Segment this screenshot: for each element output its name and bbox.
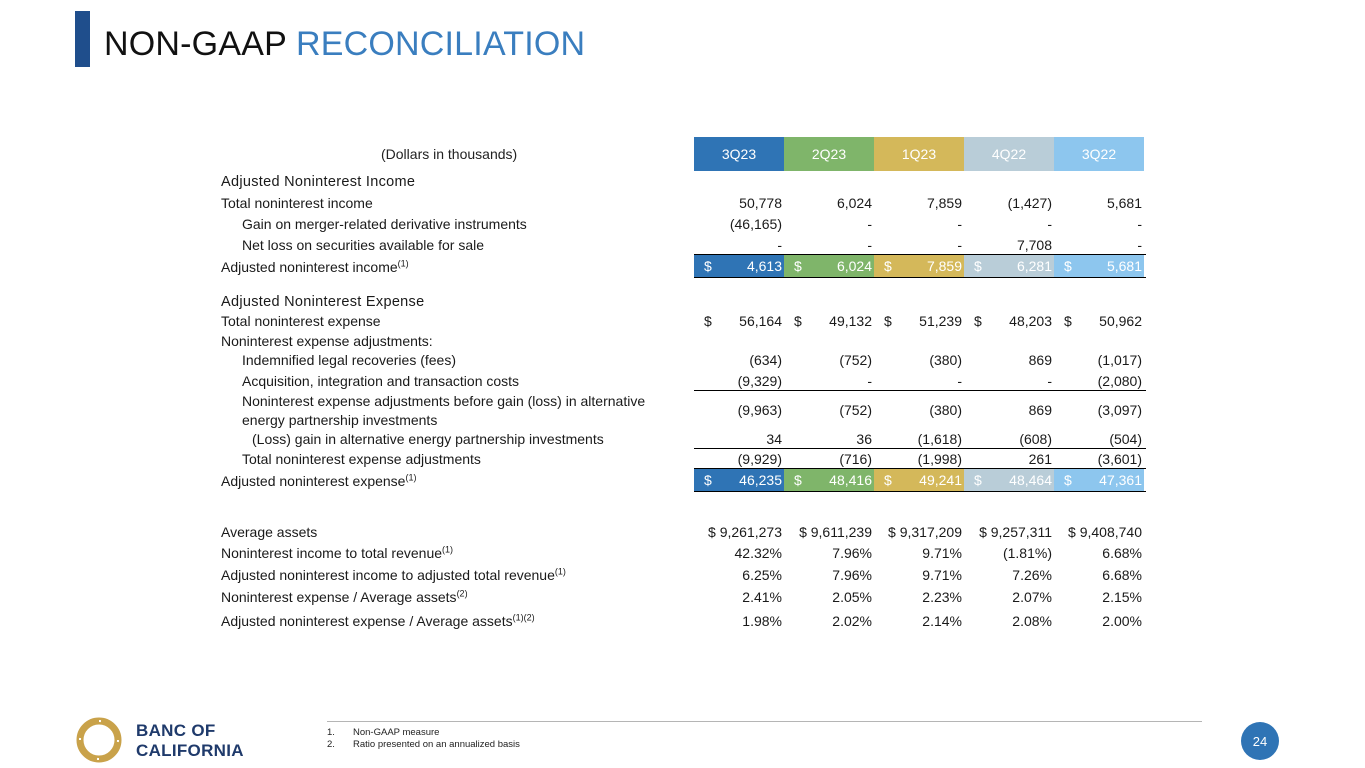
cell-1q23 <box>874 449 964 469</box>
cell-value: 51,239 <box>919 313 962 329</box>
cell-4q22 <box>964 255 1054 277</box>
cell-3q22 <box>1054 522 1144 542</box>
currency-symbol: $ <box>1064 258 1072 274</box>
cell-3q22 <box>1054 565 1144 585</box>
cell-value: 2.02% <box>832 613 872 629</box>
cell-value: 2.23% <box>922 589 962 605</box>
cell-value: 7,708 <box>1016 237 1052 253</box>
cell-1q23 <box>874 311 964 331</box>
cell-2q23 <box>784 587 874 607</box>
currency-symbol: $ <box>1064 313 1072 329</box>
table-row: Gain on merger-related derivative instruments (46,165) - - - - <box>242 216 1142 232</box>
cell-4q22 <box>964 449 1054 469</box>
cell-value: - <box>957 216 962 232</box>
cell-value: $ 9,261,273 <box>708 524 782 540</box>
cell-value: 6.68% <box>1102 545 1142 561</box>
cell-3q23 <box>694 371 784 391</box>
cell-3q22 <box>1054 193 1144 213</box>
cell-3q22 <box>1054 587 1144 607</box>
cell-value: 7.96% <box>832 567 872 583</box>
table-row-highlight: Adjusted noninterest income$^{(1)}$ $ 4,613 $ 6,024 $ 7,859 $ 6,281 $ 5,681 <box>0 255 1365 277</box>
footer-divider <box>327 721 1202 722</box>
cell-value: (1,427) <box>1007 195 1052 211</box>
cell-value: 9.71% <box>922 545 962 561</box>
cell-3q22 <box>1054 429 1144 449</box>
currency-symbol: $ <box>794 258 802 274</box>
cell-2q23 <box>784 235 874 255</box>
currency-symbol: $ <box>974 472 982 488</box>
cell-value: (46,165) <box>729 216 782 232</box>
cell-value: (380) <box>929 402 962 418</box>
cell-3q23 <box>694 522 784 542</box>
cell-1q23 <box>874 565 964 585</box>
bank-logo-wordmark: BANC OF CALIFORNIA <box>136 721 244 760</box>
cell-4q22 <box>964 429 1054 449</box>
cell-value: $ 9,317,209 <box>888 524 962 540</box>
cell-3q22 <box>1054 235 1144 255</box>
cell-1q23 <box>874 522 964 542</box>
cell-1q23 <box>874 350 964 370</box>
cell-value: 42.32% <box>734 545 782 561</box>
cell-value: (3,097) <box>1097 402 1142 418</box>
cell-value: - <box>1047 373 1052 389</box>
title-part2: RECONCILIATION <box>296 25 586 63</box>
cell-value: (608) <box>1019 431 1052 447</box>
table-row: energy partnership investments <box>242 412 438 428</box>
currency-symbol: $ <box>1064 472 1072 488</box>
table-row: Total noninterest expense adjustments (9,929) (716) (1,998) 261 (3,601) <box>242 451 1142 467</box>
cell-3q23 <box>694 235 784 255</box>
cell-2q23 <box>784 193 874 213</box>
cell-value: 49,132 <box>829 313 872 329</box>
cell-value: 4,613 <box>746 258 782 274</box>
cell-value: (1,618) <box>917 431 962 447</box>
cell-1q23 <box>874 429 964 449</box>
cell-2q23 <box>784 371 874 391</box>
column-header-4q22: 4Q22 <box>964 137 1054 171</box>
cell-3q22 <box>1054 611 1144 631</box>
cell-4q22 <box>964 565 1054 585</box>
table-rule <box>694 491 1146 492</box>
table-row: Total noninterest income 50,778 6,024 7,859 (1,427) 5,681 <box>221 195 1142 211</box>
cell-value: 6.68% <box>1102 567 1142 583</box>
title-accent-bar <box>75 11 90 67</box>
cell-3q22 <box>1054 214 1144 234</box>
table-row: Adjusted noninterest income to adjusted total revenue$^{(1)}$ 6.25% 7.96% 9.71% 7.26% 6.68% <box>221 566 1142 583</box>
column-header-3q23: 3Q23 <box>694 137 784 171</box>
cell-3q22 <box>1054 350 1144 370</box>
cell-2q23 <box>784 611 874 631</box>
cell-value: 6,281 <box>1016 258 1052 274</box>
cell-value: 2.15% <box>1102 589 1142 605</box>
cell-3q23 <box>694 193 784 213</box>
table-row: Noninterest expense adjustments before gain (loss) in alternative <box>242 393 646 409</box>
cell-value: 7,859 <box>926 258 962 274</box>
cell-4q22 <box>964 543 1054 563</box>
cell-value: 261 <box>1028 451 1052 467</box>
section-heading-expense: Adjusted Noninterest Expense <box>221 294 425 310</box>
currency-symbol: $ <box>974 258 982 274</box>
cell-3q22 <box>1054 255 1144 277</box>
table-row: Noninterest income to total revenue$^{(1)}$ 42.32% 7.96% 9.71% (1.81%) 6.68% <box>221 544 1142 561</box>
cell-value: 46,235 <box>739 472 782 488</box>
cell-value: - <box>1047 216 1052 232</box>
table-row: Acquisition, integration and transaction costs (9,329) - - - (2,080) <box>242 373 1142 389</box>
cell-value: 50,962 <box>1099 313 1142 329</box>
unit-label: (Dollars in thousands) <box>381 146 518 162</box>
cell-value: 34 <box>766 431 782 447</box>
cell-value: (716) <box>839 451 872 467</box>
cell-value: 49,241 <box>919 472 962 488</box>
cell-3q22 <box>1054 311 1144 331</box>
cell-value: 50,778 <box>739 195 782 211</box>
cell-value: 6.25% <box>742 567 782 583</box>
cell-3q23 <box>694 543 784 563</box>
cell-4q22 <box>964 522 1054 542</box>
cell-value: 869 <box>1028 402 1052 418</box>
currency-symbol: $ <box>884 313 892 329</box>
cell-value: 48,416 <box>829 472 872 488</box>
currency-symbol: $ <box>974 313 982 329</box>
cell-value: - <box>957 373 962 389</box>
cell-1q23 <box>874 214 964 234</box>
table-row: Average assets $ 9,261,273 $ 9,611,239 $ 9,317,209 $ 9,257,311 $ 9,408,740 <box>221 524 1142 540</box>
cell-value: 869 <box>1028 352 1052 368</box>
cell-4q22 <box>964 311 1054 331</box>
cell-3q23 <box>694 565 784 585</box>
table-row: Total noninterest expense $ 56,164 $ 49,132 $ 51,239 $ 48,203 $ 50,962 <box>221 313 1142 329</box>
table-row: Net loss on securities available for sale - - - 7,708 - <box>242 237 1142 253</box>
cell-value: 7.96% <box>832 545 872 561</box>
cell-value: 5,681 <box>1106 258 1142 274</box>
cell-3q22 <box>1054 543 1144 563</box>
cell-value: 2.05% <box>832 589 872 605</box>
cell-value: 2.00% <box>1102 613 1142 629</box>
cell-4q22 <box>964 235 1054 255</box>
cell-value: (504) <box>1109 431 1142 447</box>
cell-1q23 <box>874 235 964 255</box>
currency-symbol: $ <box>704 313 712 329</box>
cell-1q23 <box>874 255 964 277</box>
cell-2q23 <box>784 543 874 563</box>
cell-value: (3,601) <box>1097 451 1142 467</box>
cell-value: (2,080) <box>1097 373 1142 389</box>
table-row: Adjusted noninterest expense / Average assets$^{(1)(2)}$ 1.98% 2.02% 2.14% 2.08% 2.00% <box>221 612 1142 629</box>
cell-3q22 <box>1054 371 1144 391</box>
column-header-2q23: 2Q23 <box>784 137 874 171</box>
cell-value: 2.07% <box>1012 589 1052 605</box>
cell-value: - <box>1137 216 1142 232</box>
cell-1q23 <box>874 193 964 213</box>
cell-2q23 <box>784 214 874 234</box>
cell-value: $ 9,408,740 <box>1068 524 1142 540</box>
cell-value: 1.98% <box>742 613 782 629</box>
cell-value: - <box>867 216 872 232</box>
page-title <box>104 24 585 64</box>
cell-value: (380) <box>929 352 962 368</box>
cell-1q23 <box>874 611 964 631</box>
cell-2q23 <box>784 350 874 370</box>
cell-value: 9.71% <box>922 567 962 583</box>
cell-1q23 <box>874 543 964 563</box>
cell-value: 5,681 <box>1106 195 1142 211</box>
title-part1: NON-GAAP <box>104 25 287 63</box>
cell-value: (1.81%) <box>1002 545 1052 561</box>
table-row: Indemnified legal recoveries (fees) (634) (752) (380) 869 (1,017) <box>242 352 1142 368</box>
currency-symbol: $ <box>704 472 712 488</box>
cell-value: 47,361 <box>1099 472 1142 488</box>
cell-value: 7.26% <box>1012 567 1052 583</box>
cell-3q23 <box>694 587 784 607</box>
cell-3q22 <box>1054 449 1144 469</box>
cell-value: - <box>867 373 872 389</box>
cell-3q23 <box>694 611 784 631</box>
cell-2q23 <box>784 429 874 449</box>
cell-3q23 <box>694 449 784 469</box>
cell-value: 36 <box>856 431 872 447</box>
cell-2q23 <box>784 311 874 331</box>
cell-3q23 <box>694 255 784 277</box>
cell-value: (752) <box>839 402 872 418</box>
cell-value: (1,017) <box>1097 352 1142 368</box>
cell-4q22 <box>964 371 1054 391</box>
cell-value: (634) <box>749 352 782 368</box>
cell-4q22 <box>964 193 1054 213</box>
cell-4q22 <box>964 611 1054 631</box>
cell-value: 2.41% <box>742 589 782 605</box>
cell-value: $ 9,257,311 <box>979 524 1052 540</box>
cell-value: - <box>957 237 962 253</box>
cell-3q23 <box>694 311 784 331</box>
table-rule <box>694 277 1146 278</box>
currency-symbol: $ <box>884 258 892 274</box>
page-number: 24 <box>1241 722 1279 760</box>
cell-2q23 <box>784 469 874 491</box>
table-row: Noninterest expense / Average assets$^{(2)}$ 2.41% 2.05% 2.23% 2.07% 2.15% <box>221 588 1142 605</box>
currency-symbol: $ <box>704 258 712 274</box>
table-row-highlight: Adjusted noninterest expense$^{(1)}$ $ 46,235 $ 48,416 $ 49,241 $ 48,464 $ 47,361 <box>0 469 1365 491</box>
cell-4q22 <box>964 469 1054 491</box>
cell-4q22 <box>964 350 1054 370</box>
cell-2q23 <box>784 255 874 277</box>
cell-3q23 <box>694 429 784 449</box>
cell-4q22 <box>964 214 1054 234</box>
cell-value: 7,859 <box>926 195 962 211</box>
cell-value: (9,329) <box>737 373 782 389</box>
bank-logo-icon <box>75 716 123 764</box>
cell-3q23 <box>694 350 784 370</box>
cell-value: (9,929) <box>737 451 782 467</box>
cell-1q23 <box>874 371 964 391</box>
cell-1q23 <box>874 469 964 491</box>
cell-value: $ 9,611,239 <box>799 524 872 540</box>
cell-3q23 <box>694 214 784 234</box>
footnote-2: 2. Ratio presented on an annualized basis <box>327 739 520 750</box>
footnote-1: 1. Non-GAAP measure <box>327 727 440 738</box>
table-row: (Loss) gain in alternative energy partnership investments 34 36 (1,618) (608) (504) <box>252 431 1142 447</box>
cell-value: - <box>867 237 872 253</box>
cell-value: - <box>777 237 782 253</box>
cell-2q23 <box>784 449 874 469</box>
column-header-1q23: 1Q23 <box>874 137 964 171</box>
cell-value: 6,024 <box>836 195 872 211</box>
cell-value: (752) <box>839 352 872 368</box>
cell-value: 56,164 <box>739 313 782 329</box>
cell-value: 2.14% <box>922 613 962 629</box>
currency-symbol: $ <box>884 472 892 488</box>
cell-value: (1,998) <box>917 451 962 467</box>
currency-symbol: $ <box>794 313 802 329</box>
column-header-3q22: 3Q22 <box>1054 137 1144 171</box>
cell-value: (9,963) <box>737 402 782 418</box>
cell-1q23 <box>874 587 964 607</box>
cell-value: 48,203 <box>1009 313 1052 329</box>
cell-2q23 <box>784 565 874 585</box>
cell-4q22 <box>964 587 1054 607</box>
table-row: Noninterest expense adjustments: <box>221 333 433 349</box>
cell-value: 48,464 <box>1009 472 1052 488</box>
cell-3q23 <box>694 469 784 491</box>
cell-value: 2.08% <box>1012 613 1052 629</box>
currency-symbol: $ <box>794 472 802 488</box>
cell-value: - <box>1137 237 1142 253</box>
section-heading-income: Adjusted Noninterest Income <box>221 174 416 190</box>
cell-3q22 <box>1054 469 1144 491</box>
cell-value: 6,024 <box>836 258 872 274</box>
cell-2q23 <box>784 522 874 542</box>
